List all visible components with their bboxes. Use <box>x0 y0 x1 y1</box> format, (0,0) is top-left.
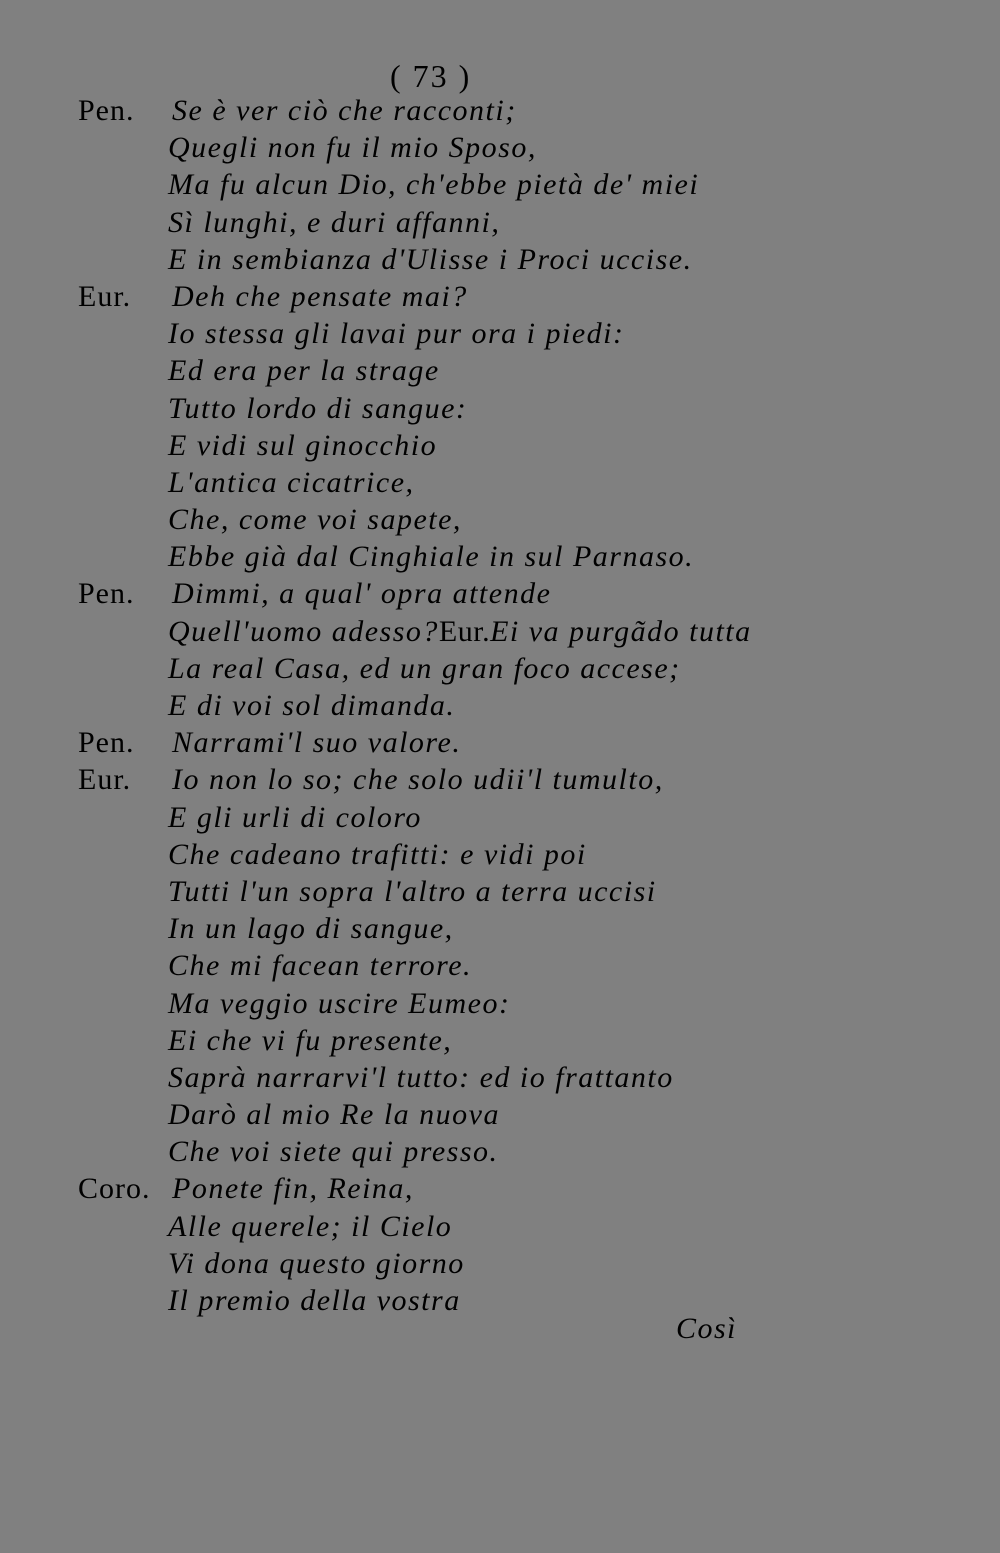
verse-text <box>172 575 551 612</box>
verse-text <box>168 1133 499 1170</box>
speaker-name: Pen. <box>78 577 135 611</box>
verse-line <box>0 947 1000 984</box>
verse-text <box>168 1282 461 1319</box>
verse-text-segment: E gli urli di coloro <box>168 800 422 834</box>
verse-line <box>0 501 1000 538</box>
verse-text-segment: La real Casa, ed un gran foco accese; <box>168 651 681 685</box>
verse-line <box>0 1245 1000 1282</box>
verse-text-segment: Io stessa gli lavai pur ora i piedi: <box>168 317 625 351</box>
inline-speaker-name: Eur. <box>438 614 491 648</box>
verse-line <box>0 724 1000 761</box>
verse-text <box>168 910 454 947</box>
verse-text <box>172 92 517 129</box>
verse-text-segment: Vi dona questo giorno <box>168 1246 465 1280</box>
verse-text <box>168 1059 674 1096</box>
verse-text <box>168 501 462 538</box>
verse-text <box>168 687 455 724</box>
verse-line <box>0 241 1000 278</box>
verse-text-segment: Ponete fin, Reina, <box>172 1172 414 1206</box>
verse-text-segment: Ma fu alcun Dio, ch'ebbe pietà de' miei <box>168 168 700 202</box>
verse-text-segment: Che cadeano trafitti: e vidi poi <box>168 837 587 871</box>
verse-line <box>0 427 1000 464</box>
verse-line <box>0 1133 1000 1170</box>
verse-text <box>168 129 537 166</box>
verse-text <box>168 873 657 910</box>
verse-line <box>0 836 1000 873</box>
verse-text-segment: Alle querele; il Cielo <box>168 1209 453 1243</box>
verse-text-segment: Tutto lordo di sangue: <box>168 391 468 425</box>
verse-text <box>172 1170 414 1207</box>
verse-text-segment: Narrami'l suo valore. <box>172 726 462 760</box>
verse-line <box>0 464 1000 501</box>
verse-text <box>168 352 440 389</box>
verse-text <box>168 166 699 203</box>
verse-text-segment: L'antica cicatrice, <box>168 465 415 499</box>
verse-line <box>0 575 1000 612</box>
speaker-name: Pen. <box>78 726 135 760</box>
verse-text <box>172 761 664 798</box>
verse-text-segment: Ebbe già dal Cinghiale in sul Parnaso. <box>168 540 695 574</box>
verse-text-segment: Che voi siete qui presso. <box>168 1135 499 1169</box>
verse-line <box>0 873 1000 910</box>
verse-line <box>0 650 1000 687</box>
verse-text-segment: Ma veggio uscire Eumeo: <box>168 986 511 1020</box>
verse-line <box>0 352 1000 389</box>
verse-text <box>168 1245 465 1282</box>
verse-text <box>168 836 587 873</box>
speaker-name: Coro. <box>78 1172 151 1206</box>
verse-line <box>0 1059 1000 1096</box>
verse-text <box>168 241 693 278</box>
verse-text-segment: E vidi sul ginocchio <box>168 428 438 462</box>
verse-line <box>0 985 1000 1022</box>
verse-text-segment: In un lago di sangue, <box>168 912 454 946</box>
verse-text-segment: Quegli non fu il mio Sposo, <box>168 131 537 165</box>
verse-text <box>172 724 461 761</box>
verse-text-segment: Tutti l'un sopra l'altro a terra uccisi <box>168 874 657 908</box>
verse-text <box>168 985 510 1022</box>
verse-text <box>168 390 467 427</box>
verse-text-segment: Saprà narrarvi'l tutto: ed io frattanto <box>168 1060 674 1094</box>
verse-text <box>168 1022 452 1059</box>
verse-text-segment: Io non lo so; che solo udii'l tumulto, <box>172 763 664 797</box>
verse-text-segment: E in sembianza d'Ulisse i Proci uccise. <box>168 242 693 276</box>
verse-line <box>0 687 1000 724</box>
speaker-name: Eur. <box>78 763 132 797</box>
verse-line <box>0 92 1000 129</box>
verse-text <box>168 799 422 836</box>
verse-text <box>168 613 752 650</box>
verse-text <box>172 278 468 315</box>
verse-line <box>0 278 1000 315</box>
verse-text-segment: Se è ver ciò che racconti; <box>172 94 517 127</box>
verse-text-segment: Che, come voi sapete, <box>168 503 462 537</box>
verse-text <box>168 427 437 464</box>
verse-line <box>0 315 1000 352</box>
verse-text-segment: Il premio della vostra <box>168 1284 461 1317</box>
verse-text-segment: Ei che vi fu presente, <box>168 1023 453 1057</box>
verse-line <box>0 910 1000 947</box>
page-number: ( 73 ) <box>390 58 472 94</box>
verse-line <box>0 204 1000 241</box>
verse-line <box>0 129 1000 166</box>
verse-text-segment: Ed era per la strage <box>168 354 440 388</box>
verse-text <box>168 315 624 352</box>
verse-line <box>0 1096 1000 1133</box>
verse-text <box>168 947 472 984</box>
verse-line <box>0 538 1000 575</box>
verse-line <box>0 1022 1000 1059</box>
verse-text <box>168 204 500 241</box>
verse-text <box>168 1208 452 1245</box>
verse-line <box>0 799 1000 836</box>
verse-text-segment: Deh che pensate mai? <box>172 279 468 313</box>
verse-text-segment: Che mi facean terrore. <box>168 949 473 983</box>
dialogue-text <box>0 92 1000 1319</box>
verse-text-segment: Darò al mio Re la nuova <box>168 1098 500 1132</box>
verse-line <box>0 390 1000 427</box>
verse-line <box>0 1282 1000 1319</box>
verse-line <box>0 761 1000 798</box>
catchword: Così <box>676 1312 738 1345</box>
verse-text <box>168 650 681 687</box>
verse-line <box>0 166 1000 203</box>
speaker-name: Eur. <box>78 279 132 313</box>
speaker-name: Pen. <box>78 94 135 127</box>
verse-text-segment: E di voi sol dimanda. <box>168 689 456 722</box>
verse-text-segment: Ei va purgãdo tutta <box>490 614 752 648</box>
verse-text-segment: Quell'uomo adesso? <box>168 614 439 648</box>
verse-line <box>0 1208 1000 1245</box>
verse-text <box>168 538 694 575</box>
verse-text <box>168 464 415 501</box>
verse-text-segment: Dimmi, a qual' opra attende <box>172 577 552 611</box>
verse-text-segment: Sì lunghi, e duri affanni, <box>168 205 501 239</box>
verse-line <box>0 613 1000 650</box>
verse-line <box>0 1170 1000 1207</box>
verse-text <box>168 1096 500 1133</box>
